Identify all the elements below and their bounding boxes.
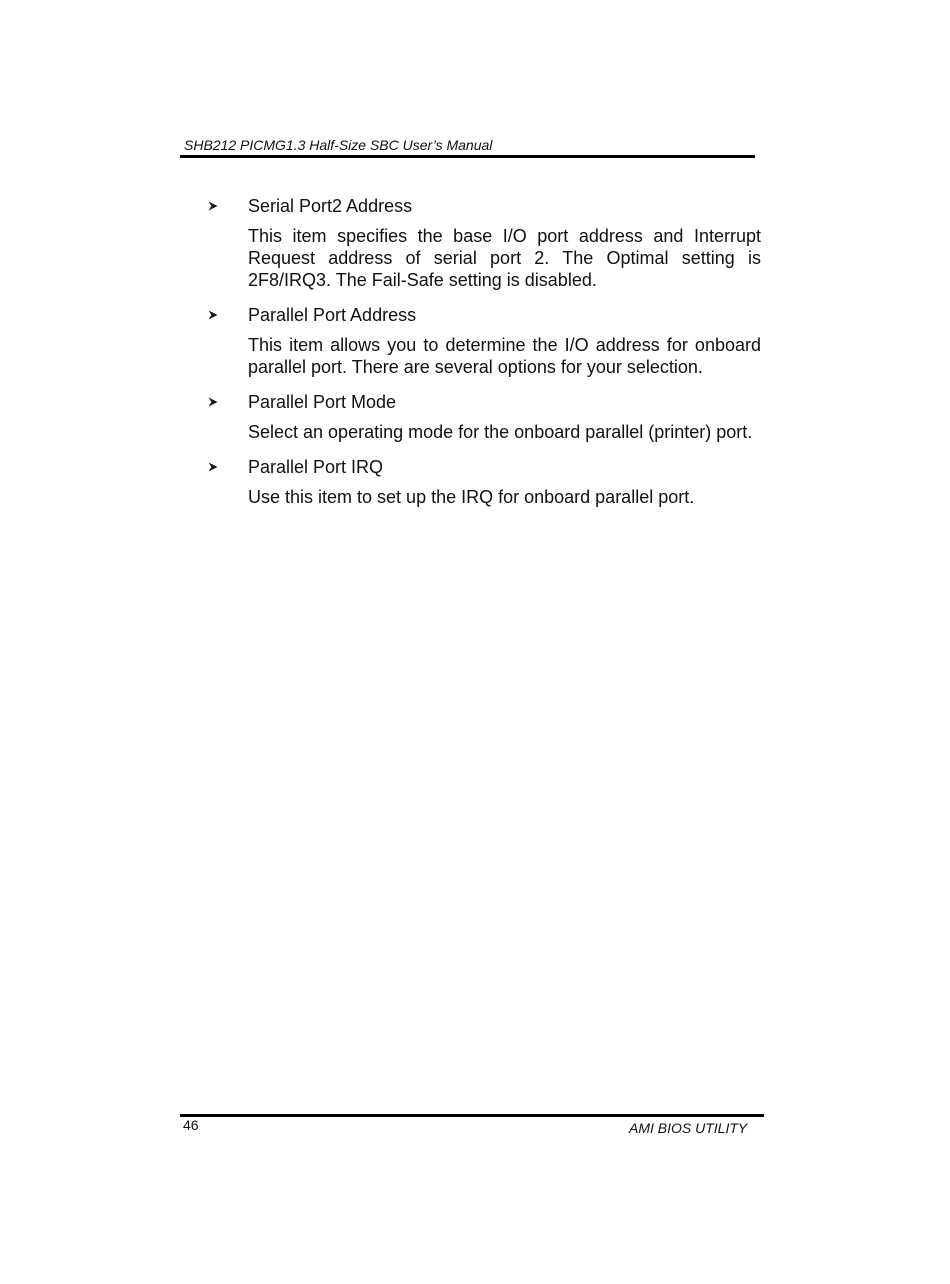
item-heading bbox=[208, 304, 761, 326]
item-title: Parallel Port Mode bbox=[248, 392, 397, 412]
item-description: Select an operating mode for the onboard parallel (printer) port. bbox=[248, 422, 753, 442]
item-title: Parallel Port IRQ bbox=[248, 457, 384, 477]
list-item bbox=[208, 456, 761, 508]
bios-settings-list bbox=[208, 195, 761, 521]
document-title: SHB212 PICMG1.3 Half-Size SBC User’s Manual bbox=[184, 137, 493, 153]
item-heading bbox=[208, 456, 761, 478]
list-item bbox=[208, 195, 761, 291]
arrowhead-bullet-icon bbox=[208, 391, 222, 413]
section-name: AMI BIOS UTILITY bbox=[629, 1120, 748, 1136]
item-heading bbox=[208, 391, 761, 413]
item-description: This item specifies the base I/O port address and Interrupt Request address of serial port 2. The Optimal setting is 2F8/IRQ3. The Fail-Safe setting is disabled. bbox=[248, 226, 761, 290]
arrowhead-bullet-icon bbox=[208, 304, 222, 326]
list-item bbox=[208, 391, 761, 443]
page-number: 46 bbox=[183, 1117, 199, 1133]
item-title: Parallel Port Address bbox=[248, 305, 417, 325]
footer-divider bbox=[180, 1114, 764, 1117]
item-description: Use this item to set up the IRQ for onboard parallel port. bbox=[248, 487, 695, 507]
item-description: This item allows you to determine the I/O address for onboard parallel port. There are several options for your selection. bbox=[248, 335, 761, 377]
item-title: Serial Port2 Address bbox=[248, 196, 413, 216]
item-heading bbox=[208, 195, 761, 217]
header-divider bbox=[180, 155, 755, 158]
arrowhead-bullet-icon bbox=[208, 195, 222, 217]
list-item bbox=[208, 304, 761, 378]
arrowhead-bullet-icon bbox=[208, 456, 222, 478]
